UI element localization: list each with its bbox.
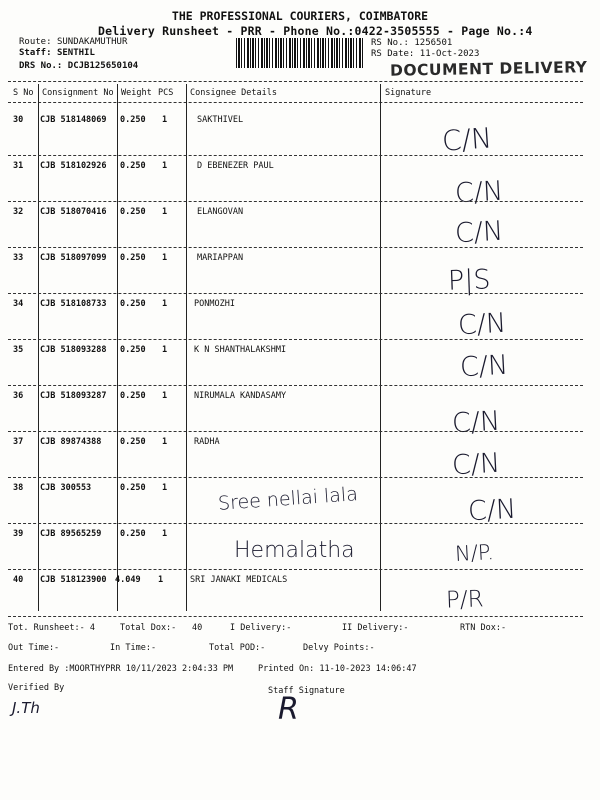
row-divider	[8, 477, 583, 478]
rs-no-value: 1256501	[414, 38, 453, 48]
entered-by: Entered By :MOORTHYPRR 10/11/2023 2:04:33 PM	[8, 664, 234, 674]
verified-initials: J.Th	[12, 699, 40, 717]
footer-divider	[8, 616, 583, 617]
row-pcs: 1	[162, 299, 168, 309]
row-consignee-handwritten: Hemalatha	[234, 538, 355, 563]
row-sno: 31	[13, 161, 24, 171]
row-consignment: CJB 518093287	[40, 391, 107, 401]
row-consignment: CJB 89565259	[40, 529, 102, 539]
row-weight: 0.250	[120, 391, 146, 401]
printed-on: Printed On: 11-10-2023 14:06:47	[258, 664, 417, 674]
row-sno: 38	[13, 483, 24, 493]
in-time: In Time:-	[110, 643, 157, 653]
row-weight: 0.250	[120, 437, 146, 447]
row-sno: 37	[13, 437, 24, 447]
row-sno: 35	[13, 345, 24, 355]
rtn-dox: RTN Dox:-	[460, 623, 507, 633]
row-divider	[8, 155, 583, 156]
row-signature: C/N	[457, 307, 507, 342]
table-row	[0, 437, 600, 483]
row-divider	[8, 247, 583, 248]
row-pcs: 1	[162, 115, 168, 125]
total-dox-label: Total Dox:-	[120, 623, 177, 633]
staff-initials: R	[278, 692, 299, 727]
row-pcs: 1	[162, 391, 168, 401]
row-consignment: CJB 518070416	[40, 207, 107, 217]
row-signature: C/N	[459, 349, 509, 384]
total-pod: Total POD:-	[209, 643, 266, 653]
row-sno: 36	[13, 391, 24, 401]
row-consignee: MARIAPPAN	[197, 253, 244, 263]
table-row	[0, 391, 600, 440]
row-divider	[8, 385, 583, 386]
row-signature: C/N	[467, 493, 517, 528]
staff-value: SENTHIL	[56, 48, 95, 58]
col-pcs: PCS	[158, 88, 174, 98]
ii-delivery: II Delivery:-	[342, 623, 409, 633]
row-consignee: K N SHANTHALAKSHMI	[194, 345, 287, 355]
row-pcs: 1	[162, 529, 168, 539]
row-weight: 0.250	[120, 161, 146, 171]
staff-label: Staff:	[19, 48, 52, 58]
table-row	[0, 299, 600, 345]
i-delivery: I Delivery:-	[230, 623, 292, 633]
total-dox-value: 40	[192, 623, 203, 633]
row-consignee: SAKTHIVEL	[197, 115, 244, 125]
row-weight: 0.250	[120, 299, 146, 309]
row-pcs: 1	[162, 483, 168, 493]
route-value: SUNDAKAMUTHUR	[56, 37, 128, 47]
row-pcs: 1	[162, 161, 168, 171]
table-row	[0, 345, 600, 391]
row-pcs: 1	[162, 437, 168, 447]
row-signature: P|S	[447, 264, 492, 297]
row-signature: C/N	[454, 175, 504, 210]
row-weight: 0.250	[120, 345, 146, 355]
row-divider	[8, 293, 583, 294]
row-pcs: 1	[162, 345, 168, 355]
verified-by-label: Verified By	[8, 683, 65, 693]
runsheet-subtitle: Delivery Runsheet - PRR - Phone No.:0422-3505555 - Page No.:4	[98, 24, 533, 38]
row-signature: P/R	[445, 586, 485, 614]
row-weight: 0.250	[120, 483, 146, 493]
row-weight: 0.250	[120, 253, 146, 263]
table-row	[0, 253, 600, 299]
tot-runsheet: Tot. Runsheet:- 4	[8, 623, 95, 633]
route-label: Route:	[19, 37, 52, 47]
col-signature: Signature	[385, 88, 432, 98]
row-consignment: CJB 89874388	[40, 437, 102, 447]
table-row	[0, 575, 600, 621]
row-sno: 30	[13, 115, 24, 125]
company-title: THE PROFESSIONAL COURIERS, COIMBATORE	[171, 9, 429, 23]
row-divider	[8, 431, 583, 432]
row-consignment: CJB 518097099	[40, 253, 107, 263]
row-sno: 40	[13, 575, 24, 585]
row-weight: 0.250	[120, 115, 146, 125]
drs-value: DCJB125650104	[67, 61, 139, 71]
row-consignee: RADHA	[194, 437, 220, 447]
row-consignee: SRI JANAKI MEDICALS	[190, 575, 288, 585]
table-row	[0, 161, 600, 210]
row-consignee: PONMOZHI	[194, 299, 235, 309]
col-consignee: Consignee Details	[190, 88, 277, 98]
row-signature: N/P.	[454, 539, 495, 567]
col-weight: Weight	[121, 88, 152, 98]
row-consignee: D EBENEZER PAUL	[197, 161, 274, 171]
table-row	[0, 115, 600, 161]
row-sno: 39	[13, 529, 24, 539]
row-pcs: 1	[158, 575, 164, 585]
row-consignee-handwritten: Sree nellai lala	[217, 483, 359, 515]
col-sno: S No	[13, 88, 34, 98]
document-delivery-stamp: DOCUMENT DELIVERY	[389, 58, 588, 80]
col-consignment: Consignment No	[42, 88, 114, 98]
row-consignment: CJB 518108733	[40, 299, 107, 309]
row-signature: C/N	[440, 121, 494, 158]
row-signature: C/N	[454, 215, 504, 250]
staff-signature-label: Staff Signature	[268, 686, 345, 696]
rs-date-value: 11-Oct-2023	[419, 49, 480, 59]
row-consignment: CJB 518123900	[40, 575, 107, 585]
row-sno: 32	[13, 207, 24, 217]
row-divider	[8, 201, 583, 202]
rs-date-label: RS Date:	[371, 49, 415, 59]
table-row	[0, 207, 600, 253]
row-consignment: CJB 518093288	[40, 345, 107, 355]
row-divider	[8, 569, 583, 570]
row-sno: 34	[13, 299, 24, 309]
row-consignee: NIRUMALA KANDASAMY	[194, 391, 287, 401]
delvy-points: Delvy Points:-	[303, 643, 375, 653]
row-weight: 0.250	[120, 529, 146, 539]
row-consignment: CJB 300553	[40, 483, 92, 493]
row-signature: C/N	[451, 405, 501, 440]
row-consignment: CJB 518148069	[40, 115, 107, 125]
row-signature: C/N	[451, 447, 501, 482]
rs-no-label: RS No.:	[371, 38, 409, 48]
row-divider	[8, 523, 583, 524]
drs-label: DRS No.:	[19, 61, 63, 71]
row-consignee: ELANGOVAN	[197, 207, 244, 217]
row-weight: 4.049	[115, 575, 141, 585]
row-pcs: 1	[162, 207, 168, 217]
row-weight: 0.250	[120, 207, 146, 217]
out-time: Out Time:-	[8, 643, 60, 653]
row-divider	[8, 339, 583, 340]
row-pcs: 1	[162, 253, 168, 263]
table-row	[0, 529, 600, 575]
row-sno: 33	[13, 253, 24, 263]
table-row	[0, 483, 600, 529]
row-consignment: CJB 518102926	[40, 161, 107, 171]
